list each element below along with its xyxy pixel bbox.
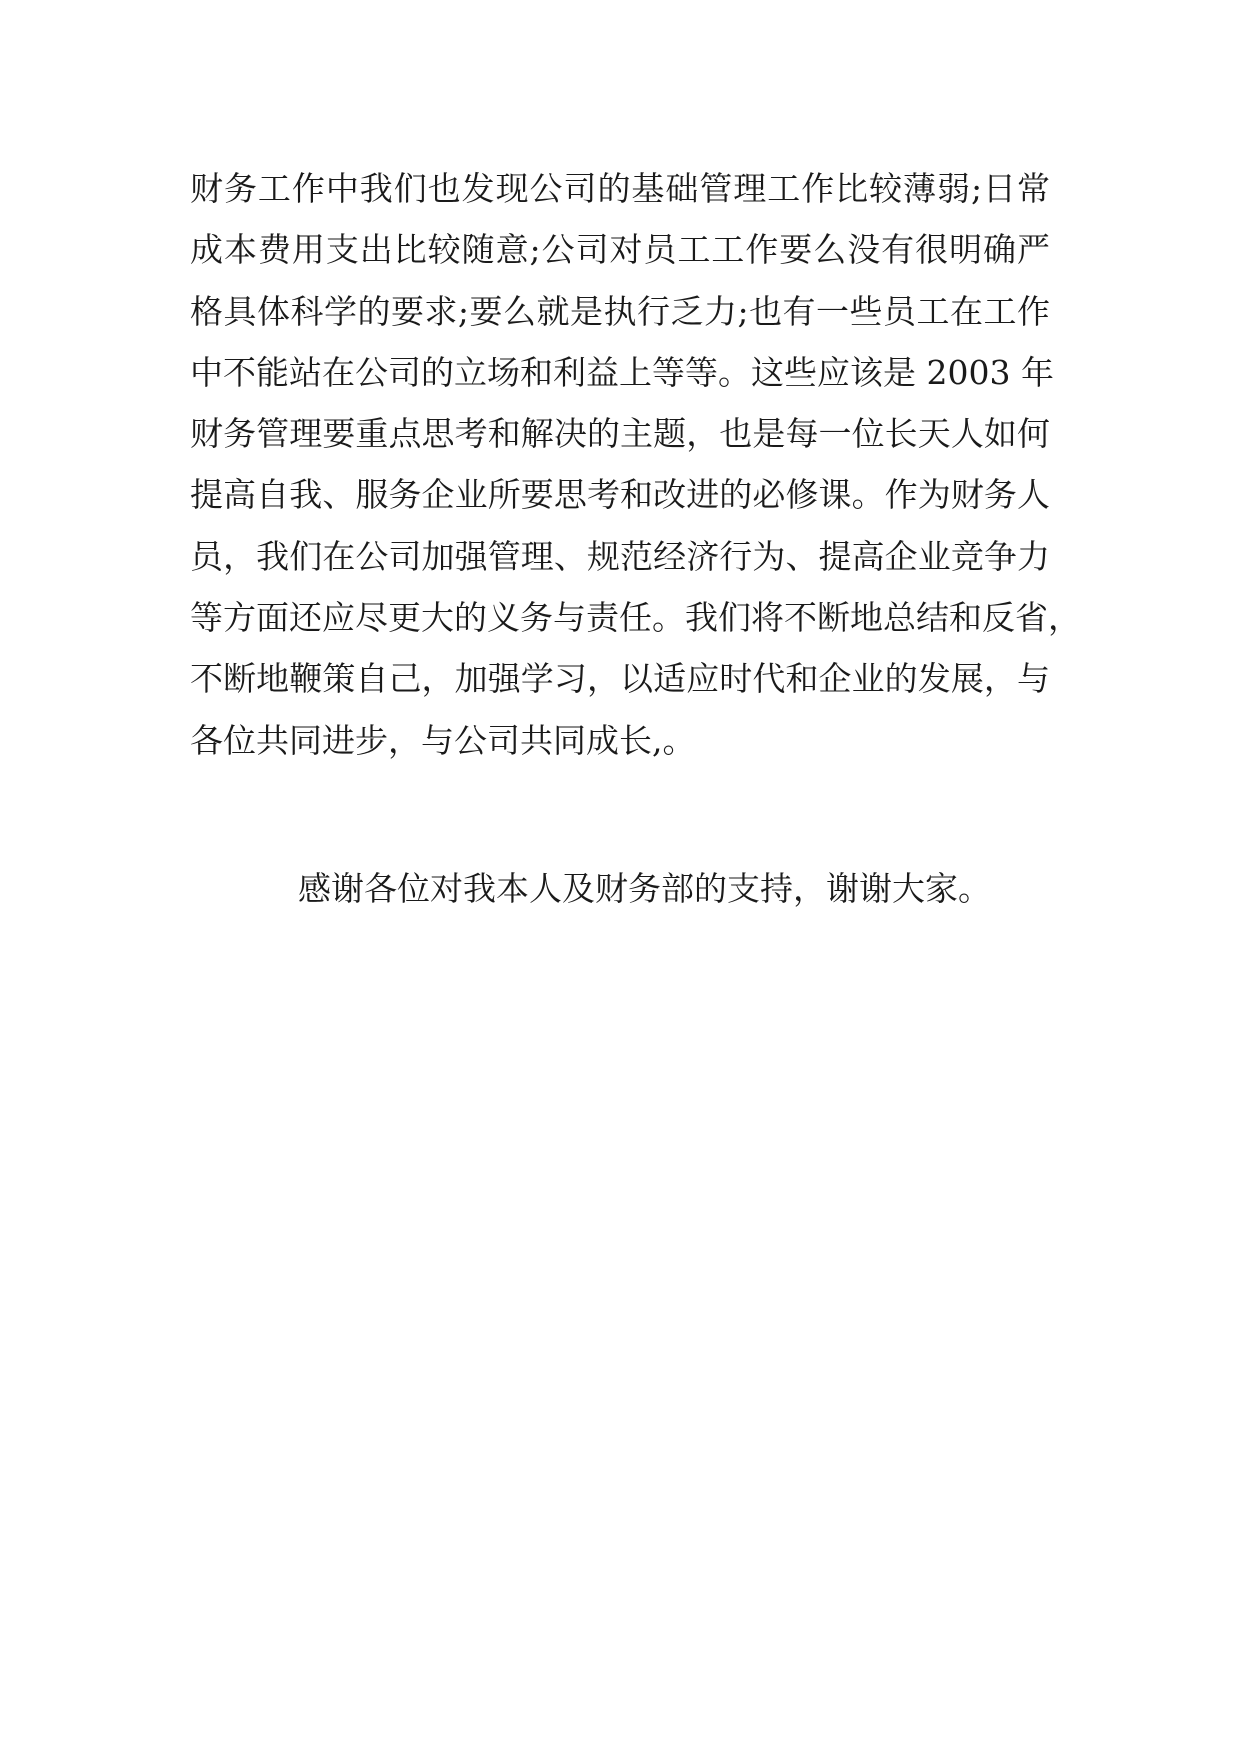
paragraph-line: 财务管理要重点思考和解决的主题，也是每一位长天人如何	[190, 414, 1050, 454]
paragraph-line: 不断地鞭策自己，加强学习，以适应时代和企业的发展，与	[190, 659, 1050, 699]
paragraph-line: 中不能站在公司的立场和利益上等等。这些应该是 2003 年	[190, 352, 1054, 392]
closing-thanks: 感谢各位对我本人及财务部的支持，谢谢大家。	[298, 869, 991, 908]
paragraph-line: 提高自我、服务企业所要思考和改进的必修课。作为财务人	[190, 475, 1050, 515]
paragraph-line: 各位共同进步，与公司共同成长,。	[190, 720, 696, 760]
paragraph-line: 财务工作中我们也发现公司的基础管理工作比较薄弱;日常	[190, 169, 1050, 208]
body-paragraph	[190, 158, 1081, 771]
paragraph-line: 员，我们在公司加强管理、规范经济行为、提高企业竞争力	[190, 536, 1050, 576]
paragraph-line: 成本费用支出比较随意;公司对员工工作要么没有很明确严	[190, 230, 1050, 270]
paragraph-line: 格具体科学的要求;要么就是执行乏力;也有一些员工在工作	[190, 291, 1050, 331]
paragraph-line: 等方面还应尽更大的义务与责任。我们将不断地总结和反省，	[190, 598, 1081, 638]
